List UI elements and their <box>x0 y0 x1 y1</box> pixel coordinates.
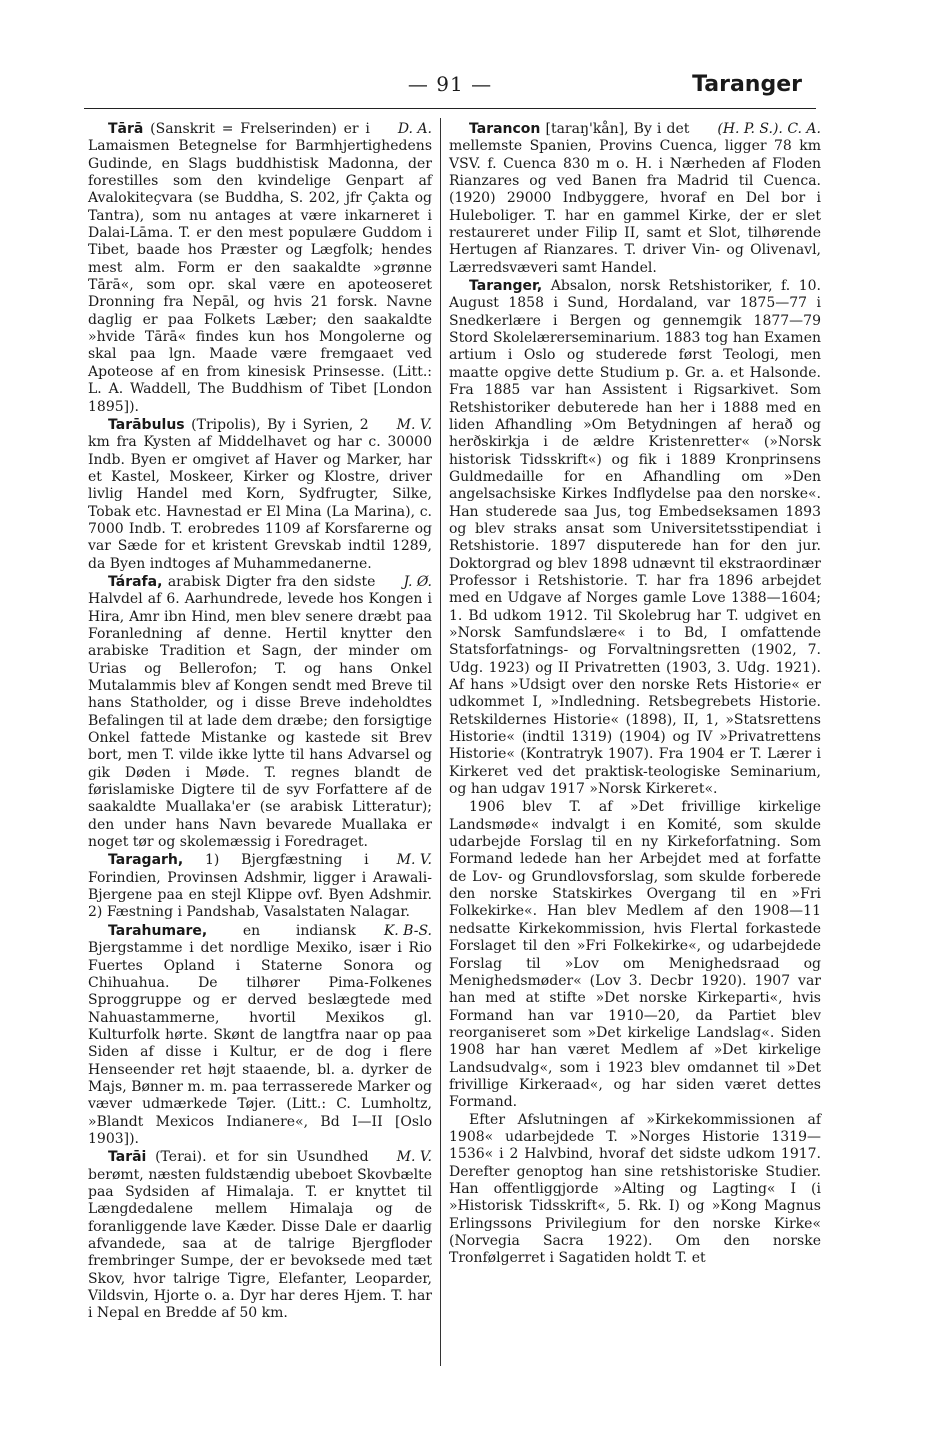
entry-text: arabisk Digter fra den sidste Halvdel af 6. Aarhundrede, levede hos Kongen i Hira, Amr ibn Hind, men blev senere dræbt paa Foranledning af denne. Hertil knytter den arabiske Tradition et Sagn, der minder om Urias og Bellerofon; T. og hans Onkel Mutalammis blev af Kongen sendt med Breve til hans Statholder, og i disse Breve indeholdtes Befalingen til at lade dem dræbe; den forsigtige Onkel fattede Mistanke og kastede sit Brev bort, men T. vilde ikke lytte til hans Advarsel og gik Døden i Møde. T. regnes blandt de førislamiske Digtere til de syv Forfattere af de saakaldte Muallaka'er (se arabisk Litteratur); den under hans Navn bevarede Muallaka er noget tør og skolemæssig i Foredraget. <box>88 573 432 851</box>
page-header <box>80 72 820 104</box>
entry-author: (H. P. S.). C. A. <box>717 121 821 137</box>
entry-tarai <box>88 1149 432 1322</box>
header-rule <box>84 108 816 109</box>
entry-text: 1) Bjergfæstning i Forindien, Provinsen Adshmir, ligger i Arawali-Bjergene paa en stejl Klippe ovf. Byen Adshmir. 2) Fæstning i Pandshab, Vasalstaten Nalagar. <box>88 852 432 921</box>
entry-author: K. B-S. <box>383 922 432 939</box>
entry-text: en indiansk Bjergstamme i det nordlige Mexiko, især i Rio Fuertes Opland i Staterne Sonora og Chihuahua. De tilhører Pima-Folkenes Sproggruppe og er derved beslægtede med Nahuastammerne, hvortil Mexikos gl. Kulturfolk hørte. Skønt de langtfra naar op paa Siden af disse i Kultur, er de dog i flere Henseender ret højt staaende, bl. a. dyrker de Majs, Bønner m. m. paa terrasserede Marker og væver udmærkede Tøjer. (Litt.: C. Lumholtz, »Blandt Mexicos Indianere«, Bd I—II [Oslo 1903]). <box>88 922 432 1147</box>
entry-text: (Terai). et for sin Usundhed berømt, næsten fuldstændig ubeboet Skovbælte paa Sydsiden af Himalaja. T. er knyttet til Længdedalene mellem Himalaja og de foranliggende lave Kæder. Disse Dale er daarlig afvandede, saa at de talrige Bjergfloder frembringer Sumpe, der er bevoksede med tæt Skov, hvor talrige Tigre, Elefanter, Leoparder, Vildsvin, Hjorte o. a. Dyr har deres Hjem. T. har i Nepal en Bredde af 50 km. <box>88 1149 432 1322</box>
entry-text: Absalon, norsk Retshistoriker, f. 10. August 1858 i Sund, Hordaland, var 1875—77 i Snedkerlære i Bergen og gennemgik 1877—79 Stord Skolelærerseminarium. 1883 tog han Examen artium i Oslo og studerede først Teologi, men maatte opgive dette Studium p. Gr. a. et Halsonde. Fra 1885 var han Assistent i Rigsarkivet. Som Retshistoriker debuterede han her i 1888 med en liden Afhandling »Om Betydningen af herað og herðskirkja i de ældre Kristenretter« (»Norsk historisk Tidsskrift«) og fik i 1889 Kronprinsens Guldmedaille for en Afhandling om »Den angelsachsiske Kirkes Indflydelse paa den norske«. Han studerede saa Jus, tog Embedseksamen 1893 og blev straks ansat som Universitetsstipendiat i Retshistorie. 1897 disputerede han for den jur. Doktorgrad og blev 1898 udnævnt til ekstraordinær Professor i Retshistorie. T. har fra 1896 arbejdet med en Udgave af Norges gamle Love 1388—1604; 1. Bd udkom 1912. Til Skolebrug har T. udgivet en »Norsk Samfundslære« i to Bd, I omfattende Statsforfatnings- og Forvaltningsretten (1902, 7. Udg. 1923) og II Privatretten (1903, 3. Udg. 1921). Af hans »Udsigt over den norske Rets Historie« er udkommet I, »Indledning. Retsbegrebets Historie. Retskildernes Historie« (1898), II, 1, »Statsrettens Historie« (indtil 1319) (1904) og IV »Privatrettens Historie« (Kontratryk 1907). Fra 1904 er T. Lærer i Kirkeret ved det praktisk-teologiske Seminarium, og han udgav 1917 »Norsk Kirkeret«. <box>449 278 821 798</box>
entry-headword: Taranger, <box>469 278 543 295</box>
entry-taragarh <box>88 852 432 921</box>
entry-tarancon <box>449 121 821 277</box>
entry-headword: Tarāi <box>108 1149 147 1166</box>
entry-author: D. A. <box>397 121 432 137</box>
entry-tarabulus <box>88 417 432 573</box>
entry-author: M. V. <box>396 416 432 433</box>
running-head: Taranger <box>692 72 802 97</box>
right-column <box>449 121 821 1268</box>
page-number: — 91 — <box>407 72 493 96</box>
entry-headword: Taragarh, <box>108 852 184 869</box>
entry-text: [taraŋ'kån], By i det mellemste Spanien, Provins Cuenca, ligger 78 km VSV. f. Cuenca 830 m o. H. i Nærheden af Floden Rianzares og ved Banen fra Madrid til Cuenca. (1920) 29000 Indbyggere, hvoraf en Del bor i Huleboliger. T. har en gammel Kirke, der er slet restaureret under Filip II, samt et Slot, tilhørende Hertugen af Rianzares. T. driver Vin- og Olivenavl, Lærredsvæveri samt Handel. <box>449 121 821 276</box>
entry-headword: Tarābulus <box>108 416 185 433</box>
entry-taranger <box>449 278 821 798</box>
entry-author: J. Ø. <box>403 573 432 590</box>
entry-headword: Tárafa, <box>108 573 163 590</box>
entry-headword: Tarahumare, <box>108 922 208 939</box>
entry-tara <box>88 121 432 416</box>
entry-paragraph: Efter Afslutningen af »Kirkekommissionen af 1908« udarbejdede T. »Norges Historie 1319—1536« i 2 Halvbind, hvoraf det sidste udkom 1917. Derefter genoptog han sine retshistoriske Studier. Han offentliggjorde »Alting og Lagting« I (i »Historisk Tidsskrift«, 5. Rk. I) og »Kong Magnus Erlingssons Privilegium for den norske Kirke« (Norvegia Sacra 1922). Om den norske Tronfølgerret i Sagatiden holdt T. et <box>449 1111 821 1267</box>
entry-headword: Tārā <box>108 121 144 137</box>
entry-tarafa <box>88 574 432 852</box>
entry-headword: Tarancon <box>469 121 541 137</box>
entry-author: M. V. <box>396 852 432 869</box>
entry-text: (Sanskrit = Frelserinden) er i Lamaismen Betegnelse for Barmhjertighedens Gudinde, en Slags buddhistisk Madonna, der forestilles som den kvindelige Genpart af Avalokiteçvara (se Buddha, S. 202, jfr Çakta og Tantra), som nu antages at være inkarneret i Dalai-Lāma. T. er den mest populære Guddom i Tibet, baade hos Præster og Lægfolk; hendes mest alm. Form er den saakaldte »grønne Tārā«, som opr. skal være en apoteoseret Dronning fra Nepāl, og hvis 21 forsk. Navne daglig er paa Folkets Læber; den saakaldte »hvide Tārā« findes kun hos Mongolerne og skal paa lgn. Maade være fremgaaet ved Apoteose af en from kinesisk Prinsesse. (Litt.: L. A. Waddell, The Buddhism of Tibet [London 1895]). <box>88 121 432 415</box>
column-divider <box>440 118 441 1366</box>
entry-paragraph: 1906 blev T. af »Det frivillige kirkelige Landsmøde« indvalgt i en Komité, som skulde udarbejde Forslag til en ny Kirkeforfatning. Som Formand ledede han her Arbejdet med at forfatte de Lov- og Grundlovsforslag, som skulde forberede den norske Statskirkes Overgang til en »Fri Folkekirke«. Han blev Medlem af den 1908—11 nedsatte Kirkekommission, hvis Flertal forkastede Forslaget til den »Fri Folkekirke«, og udarbejdede Forslag til »Lov om Menighedsraad og Menighedsmøder« (Lov 3. Decbr 1920). 1907 var han med at stifte »Det norske Kirkeparti«, hvis Formand han var 1910—20, da Partiet blev reorganiseret som »Det kirkelige Landslag«. Siden 1908 har han været Medlem af »Det kirkelige Landsudvalg«, som i 1923 blev omdannet til »Det frivillige Kirkeraad«, og har siden været dettes Formand. <box>449 799 821 1111</box>
entry-tarahumare <box>88 923 432 1148</box>
entry-text: (Tripolis), By i Syrien, 2 km fra Kysten af Middelhavet og har c. 30000 Indb. Byen er omgivet af Haver og Marker, har et Kastel, Moskeer, Kirker og Klostre, driver livlig Handel med Korn, Sydfrugter, Silke, Tobak etc. Havnestad er El Mina (La Marina), c. 7000 Indb. T. erobredes 1109 af Korsfarerne og var Sæde for et kristent Grevskab indtil 1289, da Byen indtoges af Muhammedanerne. <box>88 416 432 572</box>
entry-author: M. V. <box>396 1149 432 1166</box>
left-column <box>88 121 432 1324</box>
